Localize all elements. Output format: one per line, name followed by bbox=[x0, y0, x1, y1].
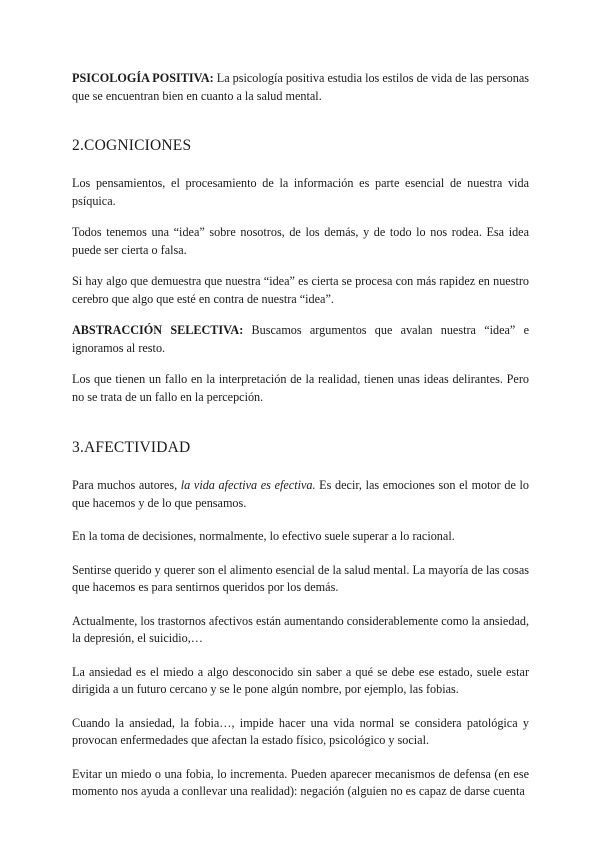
afectividad-paragraph-7: Evitar un miedo o una fobia, lo incrementa. Pueden aparecer mecanismos de defensa (en ese momento nos ayuda a conllevar una realidad): negación (alguien no es capaz de darse cuenta bbox=[72, 766, 529, 798]
cogniciones-paragraph-3: Si hay algo que demuestra que nuestra “idea” es cierta se procesa con más rapidez en nuestro cerebro que algo que esté en contra de nuestra “idea”. bbox=[72, 274, 529, 306]
afectividad-paragraph-5: La ansiedad es el miedo a algo desconocido sin saber a qué se debe ese estado, suele estar dirigida a un futuro cercano y se le pone algún nombre, por ejemplo, las fobias. bbox=[72, 664, 529, 696]
afectividad-paragraph-1 bbox=[72, 477, 529, 512]
section-heading-cogniciones: 2.COGNICIONES bbox=[72, 137, 192, 154]
afectividad-p1-italic: la vida afectiva es efectiva. bbox=[180, 478, 316, 492]
cogniciones-paragraph-4 bbox=[72, 322, 529, 357]
afectividad-paragraph-6: Cuando la ansiedad, la fobia…, impide hacer una vida normal se considera patológica y provocan enfermedades que afectan la estado físico, psicológico y social. bbox=[72, 715, 529, 747]
afectividad-paragraph-3: Sentirse querido y querer son el alimento esencial de la salud mental. La mayoría de las cosas que hacemos es para sentirnos queridos por los demás. bbox=[72, 562, 529, 594]
intro-term: PSICOLOGÍA POSITIVA: bbox=[72, 71, 214, 85]
afectividad-paragraph-4: Actualmente, los trastornos afectivos están aumentando considerablemente como la ansiedad, la depresión, el suicidio,… bbox=[72, 613, 529, 645]
intro-text: La psicología positiva estudia los estilos de vida de las personas que se encuentran bien en cuanto a la salud mental. bbox=[72, 71, 529, 103]
afectividad-p1-start: Para muchos autores, bbox=[72, 478, 181, 492]
intro-paragraph bbox=[72, 70, 529, 105]
cogniciones-paragraph-5: Los que tienen un fallo en la interpretación de la realidad, tienen unas ideas delirantes. Pero no se trata de un fallo en la percepción. bbox=[72, 372, 529, 404]
cogniciones-paragraph-1: Los pensamientos, el procesamiento de la información es parte esencial de nuestra vida psíquica. bbox=[72, 176, 529, 208]
abstraccion-term: ABSTRACCIÓN SELECTIVA: bbox=[72, 323, 244, 337]
cogniciones-paragraph-2: Todos tenemos una “idea” sobre nosotros, de los demás, y de todo lo nos rodea. Esa idea puede ser cierta o falsa. bbox=[72, 225, 529, 257]
afectividad-p1-end: Es decir, las emociones son el motor de lo que hacemos y de lo que pensamos. bbox=[72, 478, 529, 510]
abstraccion-text: Buscamos argumentos que avalan nuestra “idea” e ignoramos al resto. bbox=[72, 323, 529, 355]
section-heading-afectividad: 3.AFECTIVIDAD bbox=[72, 439, 191, 456]
afectividad-paragraph-2: En la toma de decisiones, normalmente, lo efectivo suele superar a lo racional. bbox=[72, 529, 455, 543]
